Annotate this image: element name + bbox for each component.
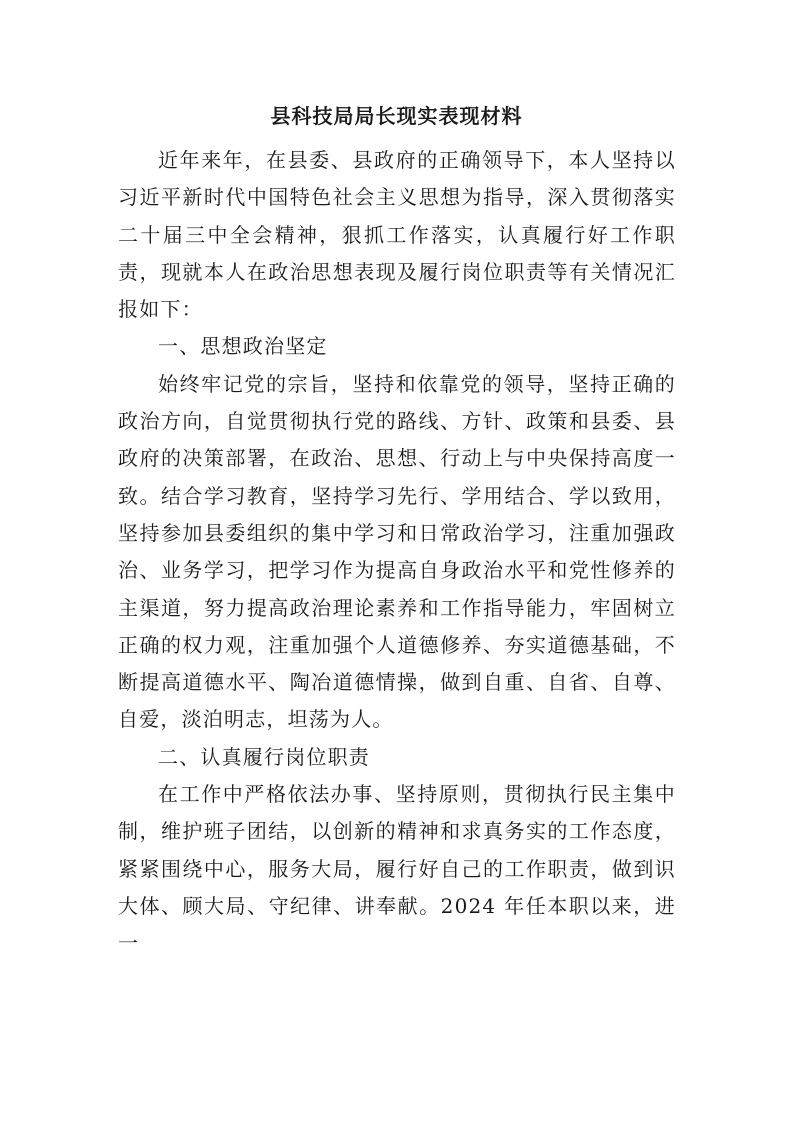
paragraph-section-1: 始终牢记党的宗旨，坚持和依靠党的领导，坚持正确的政治方向，自觉贯彻执行党的路线、方针、政策和县委、县政府的决策部署，在政治、思想、行动上与中央保持高度一致。结合学习教育，坚持学习先行、学用结合、学以致用，坚持参加县委组织的集中学习和日常政治学习，注重加强政治、业务学习，把学习作为提高自身政治水平和党性修养的主渠道，努力提高政治理论素养和工作指导能力，牢固树立正确的权力观，注重加强个人道德修养、夯实道德基础，不断提高道德水平、陶冶道德情操，做到自重、自省、自尊、自爱，淡泊明志，坦荡为人。 xyxy=(118,371,676,732)
paragraph-intro: 近年来年，在县委、县政府的正确领导下，本人坚持以习近平新时代中国特色社会主义思想为指导，深入贯彻落实二十届三中全会精神，狠抓工作落实，认真履行好工作职责，现就本人在政治思想表现及履行岗位职责等有关情况汇报如下： xyxy=(118,148,676,322)
section-heading-2: 二、认真履行岗位职责 xyxy=(158,744,370,769)
document-body xyxy=(118,142,676,963)
paragraph-section-2: 在工作中严格依法办事、坚持原则，贯彻执行民主集中制，维护班子团结，以创新的精神和求真务实的工作态度，紧紧围绕中心，服务大局，履行好自己的工作职责，做到识大体、顾大局、守纪律、讲奉献。2024 年任本职以来，进一 xyxy=(118,782,676,956)
section-heading-1: 一、思想政治坚定 xyxy=(158,334,328,359)
document-title: 县科技局局长现实表现材料 xyxy=(270,104,523,128)
